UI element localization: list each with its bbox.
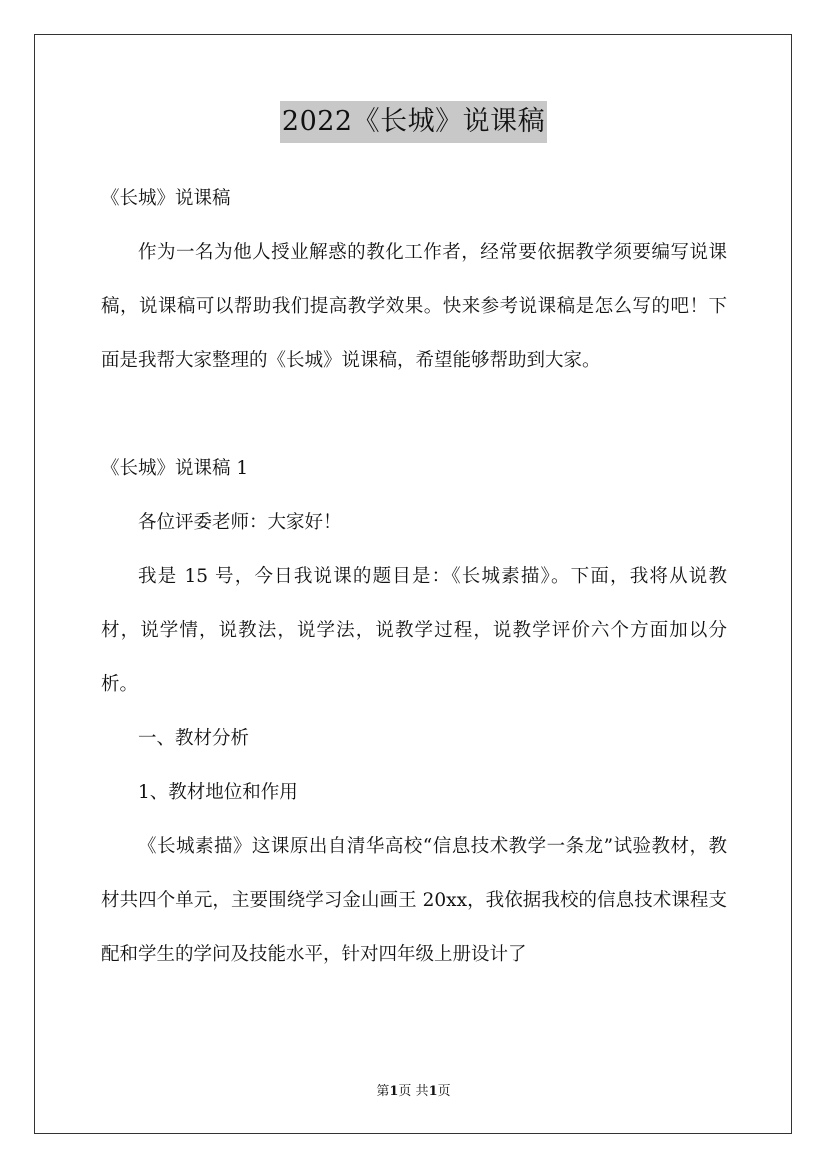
- footer-page-mid: 页 共: [398, 1084, 429, 1099]
- document-body: [101, 172, 727, 982]
- footer-page-number: 1: [389, 1084, 399, 1099]
- subheading-material-role: 1、教材地位和作用: [138, 782, 298, 803]
- intro-heading: 《长城》说课稿: [101, 188, 231, 209]
- document-title: 2022《长城》说课稿: [280, 101, 547, 143]
- topic-paragraph: 我是 15 号，今日我说课的题目是：《长城素描》。下面，我将从说教材，说学情，说教法，说学法，说教学过程，说教学评价六个方面加以分析。: [101, 566, 727, 695]
- intro-paragraph: 作为一名为他人授业解惑的教化工作者，经常要依据教学须要编写说课稿，说课稿可以帮助我们提高教学效果。快来参考说课稿是怎么写的吧！下面是我帮大家整理的《长城》说课稿，希望能够帮助到大家。: [101, 242, 727, 371]
- page-footer: [0, 1082, 827, 1102]
- blank-line: [101, 388, 727, 442]
- material-paragraph: 《长城素描》这课原出自清华高校“信息技术教学一条龙”试验教材，教材共四个单元，主要围绕学习金山画王 20xx，我依据我校的信息技术课程支配和学生的学问及技能水平，针对四年级上册设计了: [101, 836, 727, 965]
- title-wrapper: [0, 101, 827, 143]
- greeting-paragraph: 各位评委老师：大家好！: [138, 512, 342, 533]
- footer-page-suffix: 页: [437, 1084, 451, 1099]
- footer-page-prefix: 第: [376, 1084, 390, 1099]
- footer-page-total: 1: [428, 1084, 438, 1099]
- section-heading: 《长城》说课稿 1: [101, 458, 249, 479]
- subheading-material-analysis: 一、教材分析: [138, 728, 250, 749]
